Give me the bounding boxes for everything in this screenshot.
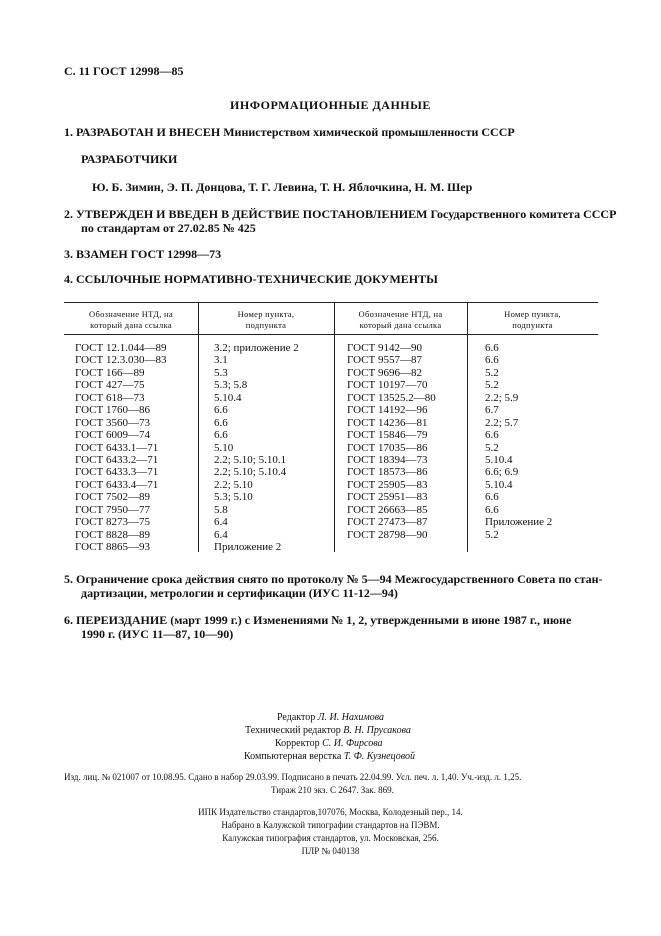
table-cell-item: 5.3; 5.10 <box>214 491 253 504</box>
table-cell-doc: ГОСТ 6009—74 <box>75 429 150 442</box>
left-item-column <box>214 342 299 553</box>
table-cell-item: 5.10 <box>214 441 234 454</box>
table-cell-doc: ГОСТ 427—75 <box>75 379 145 392</box>
table-header-item-right <box>467 309 598 331</box>
table-header-item-left <box>198 309 334 331</box>
table-cell-item: 6.6 <box>485 491 499 504</box>
imprint-layout <box>244 751 415 762</box>
table-cell-doc: ГОСТ 27473—87 <box>347 516 428 529</box>
print-details-line2: Тираж 210 экз. С 2647. Зак. 869. <box>271 785 394 795</box>
section-5-line1: 5. Ограничение срока действия снято по протоколу № 5—94 Межгосударственного Совета по стан- <box>64 572 603 586</box>
table-cell-doc: ГОСТ 17035—86 <box>347 441 428 454</box>
table-cell-item: 5.2 <box>485 528 499 541</box>
table-cell-doc: ГОСТ 8273—75 <box>75 516 150 529</box>
right-item-column <box>485 342 552 541</box>
table-cell-doc: ГОСТ 12.3.030—83 <box>75 354 167 367</box>
table-cell-item: 5.2 <box>485 441 499 454</box>
table-cell-doc: ГОСТ 618—73 <box>75 391 145 404</box>
header-text: который дана ссылка <box>359 320 442 330</box>
table-cell-item: 5.2 <box>485 379 499 392</box>
publisher-line4: ПЛР № 040138 <box>301 846 360 856</box>
table-cell-doc: ГОСТ 6433.4—71 <box>75 478 159 491</box>
table-cell-item: 6.6; 6.9 <box>485 466 519 479</box>
header-text: подпункта <box>512 320 553 330</box>
table-cell-item: 5.8 <box>214 503 228 516</box>
table-cell-item: 6.6 <box>214 404 228 417</box>
table-cell-doc: ГОСТ 1760—86 <box>75 404 150 417</box>
table-cell-doc: ГОСТ 7502—89 <box>75 491 150 504</box>
table-cell-item: 6.6 <box>485 429 499 442</box>
table-cell-item: 5.10.4 <box>485 453 513 466</box>
table-cell-doc: ГОСТ 3560—73 <box>75 416 150 429</box>
table-cell-item: 2.2; 5.10 <box>214 478 253 491</box>
page-header: С. 11 ГОСТ 12998—85 <box>64 64 184 78</box>
header-text: подпункта <box>245 320 287 330</box>
imprint-editor <box>277 712 384 723</box>
table-cell-item: 6.6 <box>485 503 499 516</box>
table-cell-doc: ГОСТ 6433.2—71 <box>75 453 159 466</box>
table-cell-item: 6.6 <box>214 429 228 442</box>
section-6-line1: 6. ПЕРЕИЗДАНИЕ (март 1999 г.) с Изменениями № 1, 2, утвержденными в июне 1987 г., июне <box>64 613 572 627</box>
section-1: 1. РАЗРАБОТАН И ВНЕСЕН Министерством химической промышленности СССР <box>64 125 515 139</box>
table-cell-doc: ГОСТ 9557—87 <box>347 354 422 367</box>
layout-label: Компьютерная верстка <box>244 751 342 762</box>
table-divider <box>334 302 335 552</box>
tech-editor-label: Технический редактор <box>245 725 341 736</box>
editor-label: Редактор <box>277 712 316 723</box>
table-cell-doc: ГОСТ 18573—86 <box>347 466 428 479</box>
table-cell-item: 5.10.4 <box>214 391 242 404</box>
page-title: ИНФОРМАЦИОННЫЕ ДАННЫЕ <box>230 98 431 112</box>
print-details-line1: Изд. лиц. № 021007 от 10.08.95. Сдано в набор 29.03.99. Подписано в печать 22.04.99. Усл. печ. л. 1,40. Уч.-изд. л. 1,25. <box>64 772 522 782</box>
table-cell-item: 6.7 <box>485 404 499 417</box>
table-cell-doc: ГОСТ 6433.1—71 <box>75 441 159 454</box>
table-top-rule <box>64 302 598 303</box>
table-cell-item: 5.2 <box>485 366 499 379</box>
table-cell-doc: ГОСТ 14192—96 <box>347 404 428 417</box>
table-cell-doc: ГОСТ 7950—77 <box>75 503 150 516</box>
table-cell-item: 5.10.4 <box>485 478 513 491</box>
table-cell-doc: ГОСТ 6433.3—71 <box>75 466 159 479</box>
table-cell-doc: ГОСТ 8865—93 <box>75 541 150 553</box>
table-cell-item: 5.3 <box>214 366 228 379</box>
section-3: 3. ВЗАМЕН ГОСТ 12998—73 <box>64 247 222 261</box>
table-cell-item: 5.3; 5.8 <box>214 379 248 392</box>
section-2-line2: по стандартам от 27.02.85 № 425 <box>81 221 256 235</box>
header-text: Обозначение НТД, на <box>89 309 173 319</box>
table-cell-item: 6.6 <box>485 354 499 367</box>
publisher-line1: ИПК Издательство стандартов,107076, Москва, Колодезный пер., 14. <box>198 807 463 817</box>
table-cell-doc: ГОСТ 13525.2—80 <box>347 391 436 404</box>
developers-label: РАЗРАБОТЧИКИ <box>81 152 178 166</box>
table-cell-item: 6.4 <box>214 516 228 529</box>
table-cell-doc: ГОСТ 18394—73 <box>347 453 428 466</box>
table-cell-doc: ГОСТ 14236—81 <box>347 416 428 429</box>
section-2-line1: 2. УТВЕРЖДЕН И ВВЕДЕН В ДЕЙСТВИЕ ПОСТАНОВЛЕНИЕМ Государственного комитета СССР <box>64 207 617 221</box>
corrector-label: Корректор <box>275 738 320 749</box>
table-cell-doc: ГОСТ 166—89 <box>75 366 145 379</box>
table-cell-item: 3.2; приложение 2 <box>214 342 299 354</box>
table-cell-item: 2.2; 5.7 <box>485 416 519 429</box>
table-cell-doc: ГОСТ 25905—83 <box>347 478 428 491</box>
section-6-line2: 1990 г. (ИУС 11—87, 10—90) <box>81 627 234 641</box>
left-doc-column <box>75 342 166 553</box>
table-cell-item: Приложение 2 <box>214 541 282 553</box>
table-cell-doc: ГОСТ 8828—89 <box>75 528 150 541</box>
imprint-corrector <box>275 738 382 749</box>
table-cell-doc: ГОСТ 10197—70 <box>347 379 428 392</box>
table-cell-item: 3.1 <box>214 354 228 367</box>
corrector-name: С. И. Фирсова <box>322 738 383 749</box>
table-cell-item: 2.2; 5.10; 5.10.1 <box>214 453 287 466</box>
table-cell-item: 6.6 <box>214 416 228 429</box>
table-cell-doc: ГОСТ 9142—90 <box>347 342 422 354</box>
table-cell-doc: ГОСТ 15846—79 <box>347 429 428 442</box>
header-text: Обозначение НТД, на <box>358 309 443 319</box>
table-divider <box>198 302 199 552</box>
section-5-line2: дартизации, метрологии и сертификации (ИУС 11-12—94) <box>81 586 398 600</box>
editor-name: Л. И. Нахимова <box>317 712 385 723</box>
table-cell-doc: ГОСТ 12.1.044—89 <box>75 342 167 354</box>
table-cell-item: Приложение 2 <box>485 516 553 529</box>
developers-list: Ю. Б. Зимин, Э. П. Донцова, Т. Г. Левина, Т. Н. Яблочкина, Н. М. Шер <box>92 180 473 194</box>
table-divider <box>467 302 468 552</box>
layout-name: Т. Ф. Кузнецовой <box>343 751 415 762</box>
header-text: Номер пункта, <box>504 309 561 319</box>
table-header-rule <box>64 334 598 335</box>
table-cell-doc: ГОСТ 26663—85 <box>347 503 428 516</box>
table-cell-doc: ГОСТ 28798—90 <box>347 528 428 541</box>
header-text: Номер пункта, <box>237 309 295 319</box>
header-text: который дана ссылка <box>90 320 172 330</box>
tech-editor-name: В. Н. Прусакова <box>343 725 411 736</box>
right-doc-column <box>347 342 436 541</box>
table-cell-item: 6.4 <box>214 528 228 541</box>
publisher-line2: Набрано в Калужской типографии стандартов на ПЭВМ. <box>221 820 440 830</box>
table-cell-doc: ГОСТ 9696—82 <box>347 366 422 379</box>
imprint-tech-editor <box>245 725 411 736</box>
table-header-doc-right <box>334 309 467 331</box>
table-cell-doc: ГОСТ 25951—83 <box>347 491 428 504</box>
publisher-line3: Калужская типография стандартов, ул. Московская, 256. <box>222 833 439 843</box>
table-cell-item: 2.2; 5.9 <box>485 391 519 404</box>
section-4: 4. ССЫЛОЧНЫЕ НОРМАТИВНО-ТЕХНИЧЕСКИЕ ДОКУМЕНТЫ <box>64 272 438 286</box>
table-cell-item: 2.2; 5.10; 5.10.4 <box>214 466 287 479</box>
table-header-doc-left <box>64 309 198 331</box>
table-cell-item: 6.6 <box>485 342 499 354</box>
